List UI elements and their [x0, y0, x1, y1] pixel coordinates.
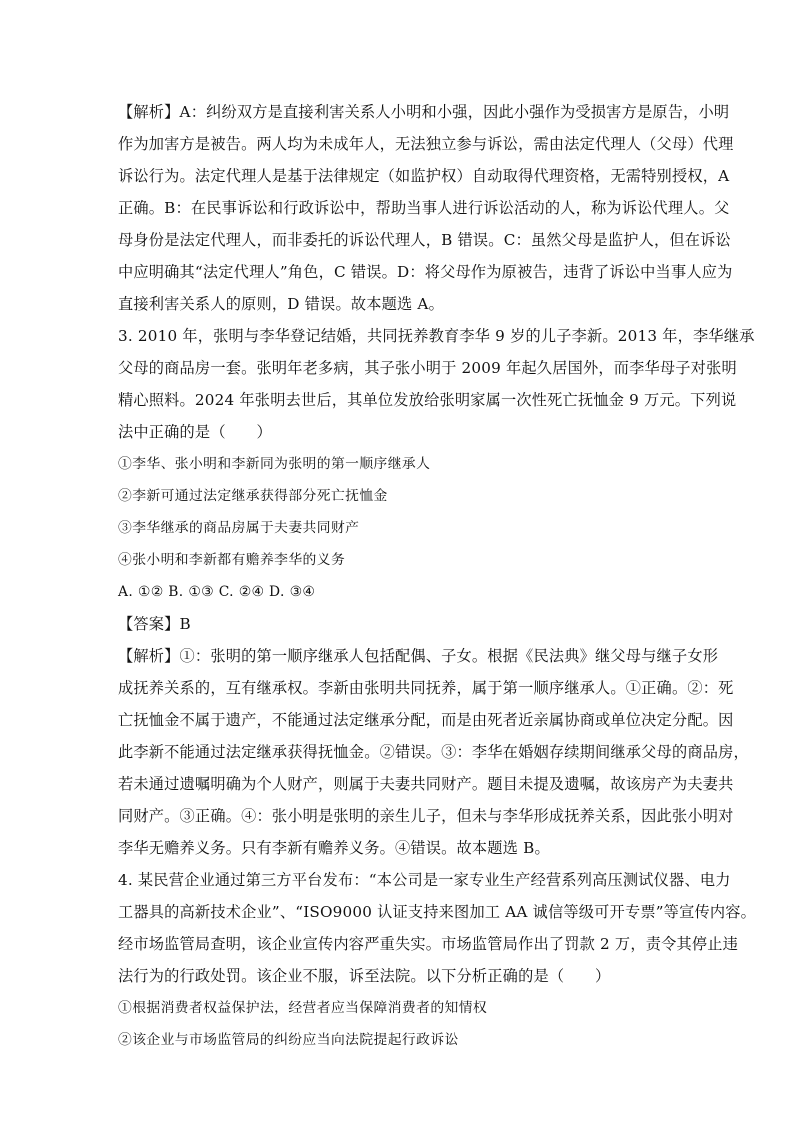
analysis-line-3: 诉讼行为。法定代理人是基于法律规定（如监护权）自动取得代理资格，无需特别授权，A [118, 167, 730, 185]
analysis-3-line-3: 亡抚恤金不属于遗产，不能通过法定继承分配，而是由死者近亲属协商或单位决定分配。因 [118, 711, 734, 729]
question-4-line-3: 经市场监管局查明，该企业宣传内容严重失实。市场监管局作出了罚款 2 万，责令其停止违 [118, 935, 739, 953]
option-statement-1: ①李华、张小明和李新同为张明的第一顺序继承人 [118, 456, 431, 472]
analysis-3-line-5: 若未通过遗嘱明确为个人财产，则属于夫妻共同财产。题目未提及遗嘱，故该房产为夫妻共 [118, 775, 734, 793]
q4-statement-1: ①根据消费者权益保护法，经营者应当保障消费者的知情权 [118, 1000, 488, 1016]
question-3-line-4: 法中正确的是（ ） [118, 423, 272, 441]
analysis-3-line-4: 此李新不能通过法定继承获得抚恤金。②错误。③：李华在婚姻存续期间继承父母的商品房， [118, 743, 749, 761]
question-4-line-4: 法行为的行政处罚。该企业不服，诉至法院。以下分析正确的是（ ） [118, 967, 611, 985]
analysis-line-1: 【解析】A：纠纷双方是直接利害关系人小明和小强，因此小强作为受损害方是原告，小明 [118, 103, 730, 121]
option-statement-3: ③李华继承的商品房属于夫妻共同财产 [118, 520, 360, 536]
analysis-line-6: 中应明确其“法定代理人”角色，C 错误。D：将父母作为原被告，违背了诉讼中当事人应为 [118, 263, 733, 281]
analysis-3-line-7: 李华无赡养义务。只有李新有赡养义务。④错误。故本题选 B。 [118, 839, 550, 857]
question-3-line-2: 父母的商品房一套。张明年老多病，其子张小明于 2009 年起久居国外，而李华母子对张明 [118, 359, 737, 377]
analysis-3-line-2: 成抚养关系的，互有继承权。李新由张明共同抚养，属于第一顺序继承人。①正确。②：死 [118, 679, 734, 697]
analysis-line-5: 母身份是法定代理人，而非委托的诉讼代理人，B 错误。C：虽然父母是监护人，但在诉讼 [118, 231, 731, 249]
answer-key: 【答案】B [118, 615, 191, 633]
analysis-3-line-6: 同财产。③正确。④：张小明是张明的亲生儿子，但未与李华形成抚养关系，因此张小明对 [118, 807, 734, 825]
question-4-line-1: 4. 某民营企业通过第三方平台发布：“本公司是一家专业生产经营系列高压测试仪器、电力 [118, 871, 731, 889]
analysis-line-4: 正确。B：在民事诉讼和行政诉讼中，帮助当事人进行诉讼活动的人，称为诉讼代理人。父 [118, 199, 730, 217]
answer-choices: A. ①② B. ①③ C. ②④ D. ③④ [118, 584, 316, 600]
question-3-line-3: 精心照料。2024 年张明去世后，其单位发放给张明家属一次性死亡抚恤金 9 万元。下列说 [118, 391, 737, 409]
question-3-line-1: 3. 2010 年，张明与李华登记结婚，共同抚养教育李华 9 岁的儿子李新。2013 年，李华继承 [118, 327, 755, 345]
option-statement-2: ②李新可通过法定继承获得部分死亡抚恤金 [118, 488, 388, 504]
analysis-3-line-1: 【解析】①：张明的第一顺序继承人包括配偶、子女。根据《民法典》继父母与继子女形 [118, 647, 719, 665]
q4-statement-2: ②该企业与市场监管局的纠纷应当向法院提起行政诉讼 [118, 1032, 459, 1048]
option-statement-4: ④张小明和李新都有赡养李华的义务 [118, 552, 346, 568]
question-4-line-2: 工器具的高新技术企业”、“ISO9000 认证支持来图加工 AA 诚信等级可开专票”等宣传内容。 [118, 903, 757, 921]
analysis-line-7: 直接利害关系人的原则，D 错误。故本题选 A。 [118, 295, 444, 313]
analysis-line-2: 作为加害方是被告。两人均为未成年人，无法独立参与诉讼，需由法定代理人（父母）代理 [118, 135, 734, 153]
